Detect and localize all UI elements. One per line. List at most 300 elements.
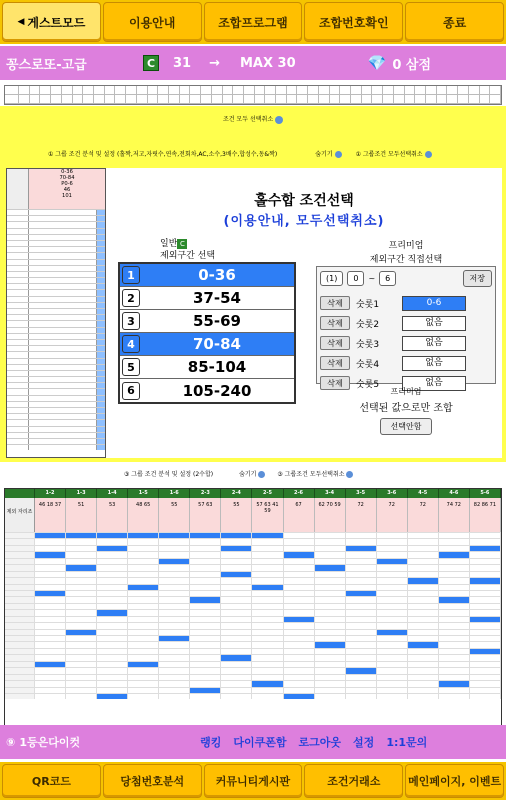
table-cell[interactable] [97, 668, 128, 673]
table-cell[interactable] [315, 559, 346, 564]
table-cell[interactable] [470, 591, 501, 596]
table-cell[interactable] [35, 591, 66, 596]
column-header[interactable]: 2-5 [252, 489, 283, 498]
table-cell[interactable] [346, 552, 377, 557]
table-cell[interactable] [408, 559, 439, 564]
table-cell[interactable] [252, 533, 283, 538]
table-cell[interactable] [284, 681, 315, 686]
table-cell[interactable] [377, 642, 408, 647]
table-cell[interactable] [439, 572, 470, 577]
table-cell[interactable] [408, 585, 439, 590]
table-cell[interactable] [128, 649, 159, 654]
table-cell[interactable] [408, 630, 439, 635]
table-cell[interactable] [159, 662, 190, 667]
table-cell[interactable] [439, 565, 470, 570]
table-cell[interactable] [221, 604, 252, 609]
table-cell[interactable] [221, 642, 252, 647]
table-cell[interactable] [190, 623, 221, 628]
table-cell[interactable] [408, 578, 439, 583]
table-cell[interactable] [35, 681, 66, 686]
table-cell[interactable] [190, 668, 221, 673]
table-cell[interactable] [470, 636, 501, 641]
logout-link[interactable]: 로그아웃 [298, 736, 342, 749]
table-cell[interactable] [377, 636, 408, 641]
table-cell[interactable] [190, 662, 221, 667]
table-cell[interactable] [128, 655, 159, 660]
table-cell[interactable] [35, 655, 66, 660]
table-cell[interactable] [159, 630, 190, 635]
table-cell[interactable] [221, 539, 252, 544]
table-cell[interactable] [470, 668, 501, 673]
table-cell[interactable] [190, 552, 221, 557]
table-cell[interactable] [377, 591, 408, 596]
table-cell[interactable] [97, 617, 128, 622]
column-header[interactable]: 2-4 [221, 489, 252, 498]
delete-button[interactable]: 삭제 [320, 316, 350, 330]
table-cell[interactable] [66, 655, 97, 660]
table-cell[interactable] [284, 533, 315, 538]
table-cell[interactable] [66, 623, 97, 628]
table-cell[interactable] [439, 539, 470, 544]
table-cell[interactable] [284, 623, 315, 628]
table-cell[interactable] [159, 675, 190, 680]
table-cell[interactable] [315, 604, 346, 609]
table-cell[interactable] [128, 559, 159, 564]
table-cell[interactable] [284, 585, 315, 590]
table-cell[interactable] [284, 591, 315, 596]
table-cell[interactable] [408, 610, 439, 615]
table-cell[interactable] [190, 642, 221, 647]
table-cell[interactable] [66, 604, 97, 609]
table-cell[interactable] [159, 681, 190, 686]
table-cell[interactable] [221, 578, 252, 583]
table-cell[interactable] [190, 585, 221, 590]
column-header[interactable]: 3-5 [346, 489, 377, 498]
table-cell[interactable] [346, 655, 377, 660]
table-cell[interactable] [66, 675, 97, 680]
table-cell[interactable] [190, 597, 221, 602]
table-cell[interactable] [346, 546, 377, 551]
table-cell[interactable] [408, 604, 439, 609]
winning-analysis-button[interactable]: 당첨번호분석 [103, 764, 202, 798]
table-cell[interactable] [128, 636, 159, 641]
table-cell[interactable] [190, 533, 221, 538]
table-cell[interactable] [159, 636, 190, 641]
table-cell[interactable] [128, 662, 159, 667]
table-cell[interactable] [439, 655, 470, 660]
table-cell[interactable] [315, 668, 346, 673]
table-cell[interactable] [252, 597, 283, 602]
table-cell[interactable] [470, 688, 501, 693]
range-item[interactable]: 2 37-54 [120, 287, 294, 310]
table-cell[interactable] [66, 694, 97, 699]
table-cell[interactable] [97, 662, 128, 667]
table-cell[interactable] [159, 688, 190, 693]
table-cell[interactable] [35, 636, 66, 641]
table-cell[interactable] [439, 642, 470, 647]
table-cell[interactable] [190, 636, 221, 641]
table-cell[interactable] [190, 565, 221, 570]
table-cell[interactable] [408, 675, 439, 680]
table-cell[interactable] [377, 565, 408, 570]
from-dropdown[interactable]: 0 [347, 271, 364, 286]
table-cell[interactable] [190, 546, 221, 551]
table-cell[interactable] [408, 533, 439, 538]
table-cell[interactable] [35, 688, 66, 693]
table-cell[interactable] [128, 604, 159, 609]
table-cell[interactable] [408, 572, 439, 577]
table-cell[interactable] [377, 649, 408, 654]
table-cell[interactable] [128, 572, 159, 577]
table-cell[interactable] [377, 533, 408, 538]
table-cell[interactable] [128, 546, 159, 551]
table-cell[interactable] [284, 552, 315, 557]
table-cell[interactable] [66, 546, 97, 551]
table-cell[interactable] [408, 617, 439, 622]
table-cell[interactable] [470, 694, 501, 699]
table-cell[interactable] [252, 552, 283, 557]
table-cell[interactable] [284, 649, 315, 654]
table-cell[interactable] [159, 668, 190, 673]
table-cell[interactable] [439, 630, 470, 635]
table-cell[interactable] [284, 655, 315, 660]
table-cell[interactable] [439, 662, 470, 667]
settings-link[interactable]: 설정 [353, 736, 375, 749]
combination-program-button[interactable]: 조합프로그램 [204, 2, 303, 42]
table-cell[interactable] [252, 585, 283, 590]
table-cell[interactable] [439, 591, 470, 596]
table-cell[interactable] [377, 675, 408, 680]
table-cell[interactable] [315, 565, 346, 570]
table-cell[interactable] [221, 572, 252, 577]
table-cell[interactable] [439, 610, 470, 615]
table-cell[interactable] [97, 623, 128, 628]
table-cell[interactable] [190, 617, 221, 622]
qr-code-button[interactable]: QR코드 [2, 764, 101, 798]
table-cell[interactable] [315, 642, 346, 647]
table-cell[interactable] [97, 675, 128, 680]
table-cell[interactable] [252, 662, 283, 667]
table-cell[interactable] [97, 578, 128, 583]
table-cell[interactable] [66, 630, 97, 635]
table-cell[interactable] [408, 662, 439, 667]
table-cell[interactable] [190, 655, 221, 660]
range-item[interactable]: 1 0-36 [120, 264, 294, 287]
table-cell[interactable] [346, 694, 377, 699]
table-cell[interactable] [439, 552, 470, 557]
table-cell[interactable] [128, 688, 159, 693]
table-cell[interactable] [97, 585, 128, 590]
table-cell[interactable] [346, 681, 377, 686]
table-cell[interactable] [470, 623, 501, 628]
table-cell[interactable] [35, 610, 66, 615]
combination-check-button[interactable]: 조합번호확인 [304, 2, 403, 42]
coupon-link[interactable]: 다이쿠폰함 [233, 736, 287, 749]
table-cell[interactable] [159, 539, 190, 544]
column-header[interactable]: 1-3 [66, 489, 97, 498]
table-cell[interactable] [159, 533, 190, 538]
column-header[interactable]: 4-5 [408, 489, 439, 498]
table-cell[interactable] [439, 681, 470, 686]
table-cell[interactable] [377, 694, 408, 699]
table-cell[interactable] [221, 668, 252, 673]
table-cell[interactable] [190, 675, 221, 680]
table-cell[interactable] [284, 642, 315, 647]
table-cell[interactable] [408, 649, 439, 654]
table-cell[interactable] [470, 552, 501, 557]
table-cell[interactable] [284, 539, 315, 544]
table-cell[interactable] [66, 681, 97, 686]
table-cell[interactable] [190, 559, 221, 564]
table-cell[interactable] [221, 546, 252, 551]
guest-mode-button[interactable]: ◀ 게스트모드 [2, 2, 101, 42]
table-cell[interactable] [190, 694, 221, 699]
range-item[interactable]: 5 85-104 [120, 356, 294, 379]
table-cell[interactable] [97, 533, 128, 538]
table-cell[interactable] [190, 591, 221, 596]
table-cell[interactable] [97, 655, 128, 660]
table-cell[interactable] [252, 539, 283, 544]
range-item[interactable]: 4 70-84 [120, 333, 294, 356]
table-cell[interactable] [35, 572, 66, 577]
table-cell[interactable] [252, 578, 283, 583]
group1-deselect-button[interactable]: ① 그룹조건 모두선택취소 [356, 149, 432, 158]
table-cell[interactable] [439, 675, 470, 680]
table-cell[interactable] [439, 585, 470, 590]
table-cell[interactable] [408, 636, 439, 641]
table-cell[interactable] [315, 617, 346, 622]
table-cell[interactable] [315, 533, 346, 538]
table-cell[interactable] [346, 662, 377, 667]
table-cell[interactable] [221, 552, 252, 557]
table-cell[interactable] [377, 623, 408, 628]
table-cell[interactable] [252, 559, 283, 564]
table-cell[interactable] [252, 591, 283, 596]
column-header[interactable]: 1-2 [35, 489, 66, 498]
only-selected-dropdown[interactable]: 선택안함 [380, 418, 433, 435]
table-cell[interactable] [346, 539, 377, 544]
table-cell[interactable] [377, 688, 408, 693]
table-cell[interactable] [128, 694, 159, 699]
table-cell[interactable] [97, 546, 128, 551]
table-cell[interactable] [252, 668, 283, 673]
table-cell[interactable] [159, 572, 190, 577]
table-cell[interactable] [252, 649, 283, 654]
range-item[interactable]: 6 105-240 [120, 379, 294, 402]
table-cell[interactable] [190, 649, 221, 654]
delete-button[interactable]: 삭제 [320, 336, 350, 350]
table-cell[interactable] [284, 617, 315, 622]
to-dropdown[interactable]: 6 [379, 271, 396, 286]
table-cell[interactable] [470, 662, 501, 667]
table-cell[interactable] [284, 694, 315, 699]
table-cell[interactable] [221, 694, 252, 699]
table-cell[interactable] [284, 565, 315, 570]
table-cell[interactable] [346, 642, 377, 647]
delete-button[interactable]: 삭제 [320, 376, 350, 390]
table-cell[interactable] [221, 597, 252, 602]
table-cell[interactable] [128, 610, 159, 615]
group3-fold-button[interactable]: 숨기기 [239, 469, 265, 478]
table-cell[interactable] [35, 617, 66, 622]
table-cell[interactable] [35, 552, 66, 557]
table-cell[interactable] [252, 617, 283, 622]
table-cell[interactable] [221, 688, 252, 693]
table-cell[interactable] [66, 617, 97, 622]
table-cell[interactable] [346, 578, 377, 583]
table-cell[interactable] [284, 610, 315, 615]
table-cell[interactable] [346, 668, 377, 673]
table-cell[interactable] [128, 642, 159, 647]
table-cell[interactable] [97, 565, 128, 570]
table-cell[interactable] [35, 546, 66, 551]
table-cell[interactable] [346, 649, 377, 654]
table-cell[interactable] [377, 604, 408, 609]
table-cell[interactable] [252, 636, 283, 641]
table-cell[interactable] [408, 655, 439, 660]
table-cell[interactable] [97, 572, 128, 577]
table-cell[interactable] [159, 578, 190, 583]
table-cell[interactable] [377, 559, 408, 564]
selector-links[interactable]: (이용안내, 모두선택취소) [223, 214, 385, 229]
table-cell[interactable] [66, 636, 97, 641]
table-cell[interactable] [470, 655, 501, 660]
table-cell[interactable] [284, 675, 315, 680]
table-cell[interactable] [408, 642, 439, 647]
table-cell[interactable] [470, 675, 501, 680]
table-cell[interactable] [408, 552, 439, 557]
table-cell[interactable] [346, 559, 377, 564]
table-cell[interactable] [315, 572, 346, 577]
table-cell[interactable] [159, 623, 190, 628]
table-cell[interactable] [346, 565, 377, 570]
table-cell[interactable] [159, 610, 190, 615]
table-cell[interactable] [66, 668, 97, 673]
table-cell[interactable] [128, 675, 159, 680]
table-cell[interactable] [315, 578, 346, 583]
table-cell[interactable] [439, 668, 470, 673]
table-cell[interactable] [252, 572, 283, 577]
table-cell[interactable] [439, 617, 470, 622]
community-button[interactable]: 커뮤니티게시판 [204, 764, 303, 798]
table-cell[interactable] [35, 668, 66, 673]
table-cell[interactable] [315, 662, 346, 667]
table-cell[interactable] [470, 539, 501, 544]
table-cell[interactable] [159, 642, 190, 647]
table-cell[interactable] [190, 578, 221, 583]
table-cell[interactable] [315, 552, 346, 557]
table-cell[interactable] [190, 688, 221, 693]
table-cell[interactable] [346, 636, 377, 641]
table-cell[interactable] [346, 591, 377, 596]
table-cell[interactable] [315, 591, 346, 596]
table-cell[interactable] [470, 617, 501, 622]
table-cell[interactable] [377, 630, 408, 635]
table-cell[interactable] [470, 630, 501, 635]
table-cell[interactable] [284, 559, 315, 564]
table-cell[interactable] [284, 630, 315, 635]
table-cell[interactable] [470, 681, 501, 686]
guide-button[interactable]: 이용안내 [103, 2, 202, 42]
table-cell[interactable] [346, 604, 377, 609]
slot-dropdown[interactable]: (1) [320, 271, 343, 286]
table-cell[interactable] [284, 688, 315, 693]
table-cell[interactable] [346, 630, 377, 635]
table-cell[interactable] [346, 572, 377, 577]
table-cell[interactable] [159, 597, 190, 602]
table-cell[interactable] [377, 597, 408, 602]
table-cell[interactable] [35, 559, 66, 564]
table-cell[interactable] [190, 610, 221, 615]
table-cell[interactable] [221, 610, 252, 615]
table-cell[interactable] [439, 623, 470, 628]
table-cell[interactable] [252, 681, 283, 686]
table-cell[interactable] [97, 604, 128, 609]
table-cell[interactable] [315, 539, 346, 544]
table-cell[interactable] [66, 642, 97, 647]
table-cell[interactable] [159, 591, 190, 596]
table-cell[interactable] [408, 546, 439, 551]
column-header[interactable]: 3-6 [377, 489, 408, 498]
table-cell[interactable] [35, 533, 66, 538]
table-cell[interactable] [470, 610, 501, 615]
table-cell[interactable] [97, 649, 128, 654]
table-cell[interactable] [439, 597, 470, 602]
table-cell[interactable] [470, 649, 501, 654]
table-cell[interactable] [377, 578, 408, 583]
table-cell[interactable] [439, 604, 470, 609]
table-cell[interactable] [35, 623, 66, 628]
table-cell[interactable] [408, 694, 439, 699]
column-header[interactable]: 1-5 [128, 489, 159, 498]
table-cell[interactable] [66, 533, 97, 538]
table-cell[interactable] [128, 597, 159, 602]
column-header[interactable]: 2-3 [190, 489, 221, 498]
table-cell[interactable] [221, 636, 252, 641]
table-cell[interactable] [470, 559, 501, 564]
table-cell[interactable] [315, 681, 346, 686]
table-cell[interactable] [315, 675, 346, 680]
table-cell[interactable] [346, 688, 377, 693]
table-cell[interactable] [66, 591, 97, 596]
table-cell[interactable] [284, 597, 315, 602]
table-cell[interactable] [97, 559, 128, 564]
table-cell[interactable] [377, 668, 408, 673]
table-cell[interactable] [377, 610, 408, 615]
table-cell[interactable] [35, 539, 66, 544]
table-cell[interactable] [377, 655, 408, 660]
table-cell[interactable] [377, 539, 408, 544]
table-cell[interactable] [221, 630, 252, 635]
table-cell[interactable] [252, 675, 283, 680]
delete-button[interactable]: 삭제 [320, 356, 350, 370]
table-cell[interactable] [284, 578, 315, 583]
table-cell[interactable] [35, 662, 66, 667]
table-cell[interactable] [377, 681, 408, 686]
table-cell[interactable] [439, 546, 470, 551]
table-cell[interactable] [252, 623, 283, 628]
table-cell[interactable] [159, 585, 190, 590]
table-cell[interactable] [97, 636, 128, 641]
table-cell[interactable] [346, 597, 377, 602]
table-cell[interactable] [252, 688, 283, 693]
column-header[interactable]: 1-4 [97, 489, 128, 498]
exit-button[interactable]: 종료 [405, 2, 504, 42]
table-cell[interactable] [315, 649, 346, 654]
table-cell[interactable] [315, 636, 346, 641]
table-cell[interactable] [408, 688, 439, 693]
table-cell[interactable] [439, 578, 470, 583]
